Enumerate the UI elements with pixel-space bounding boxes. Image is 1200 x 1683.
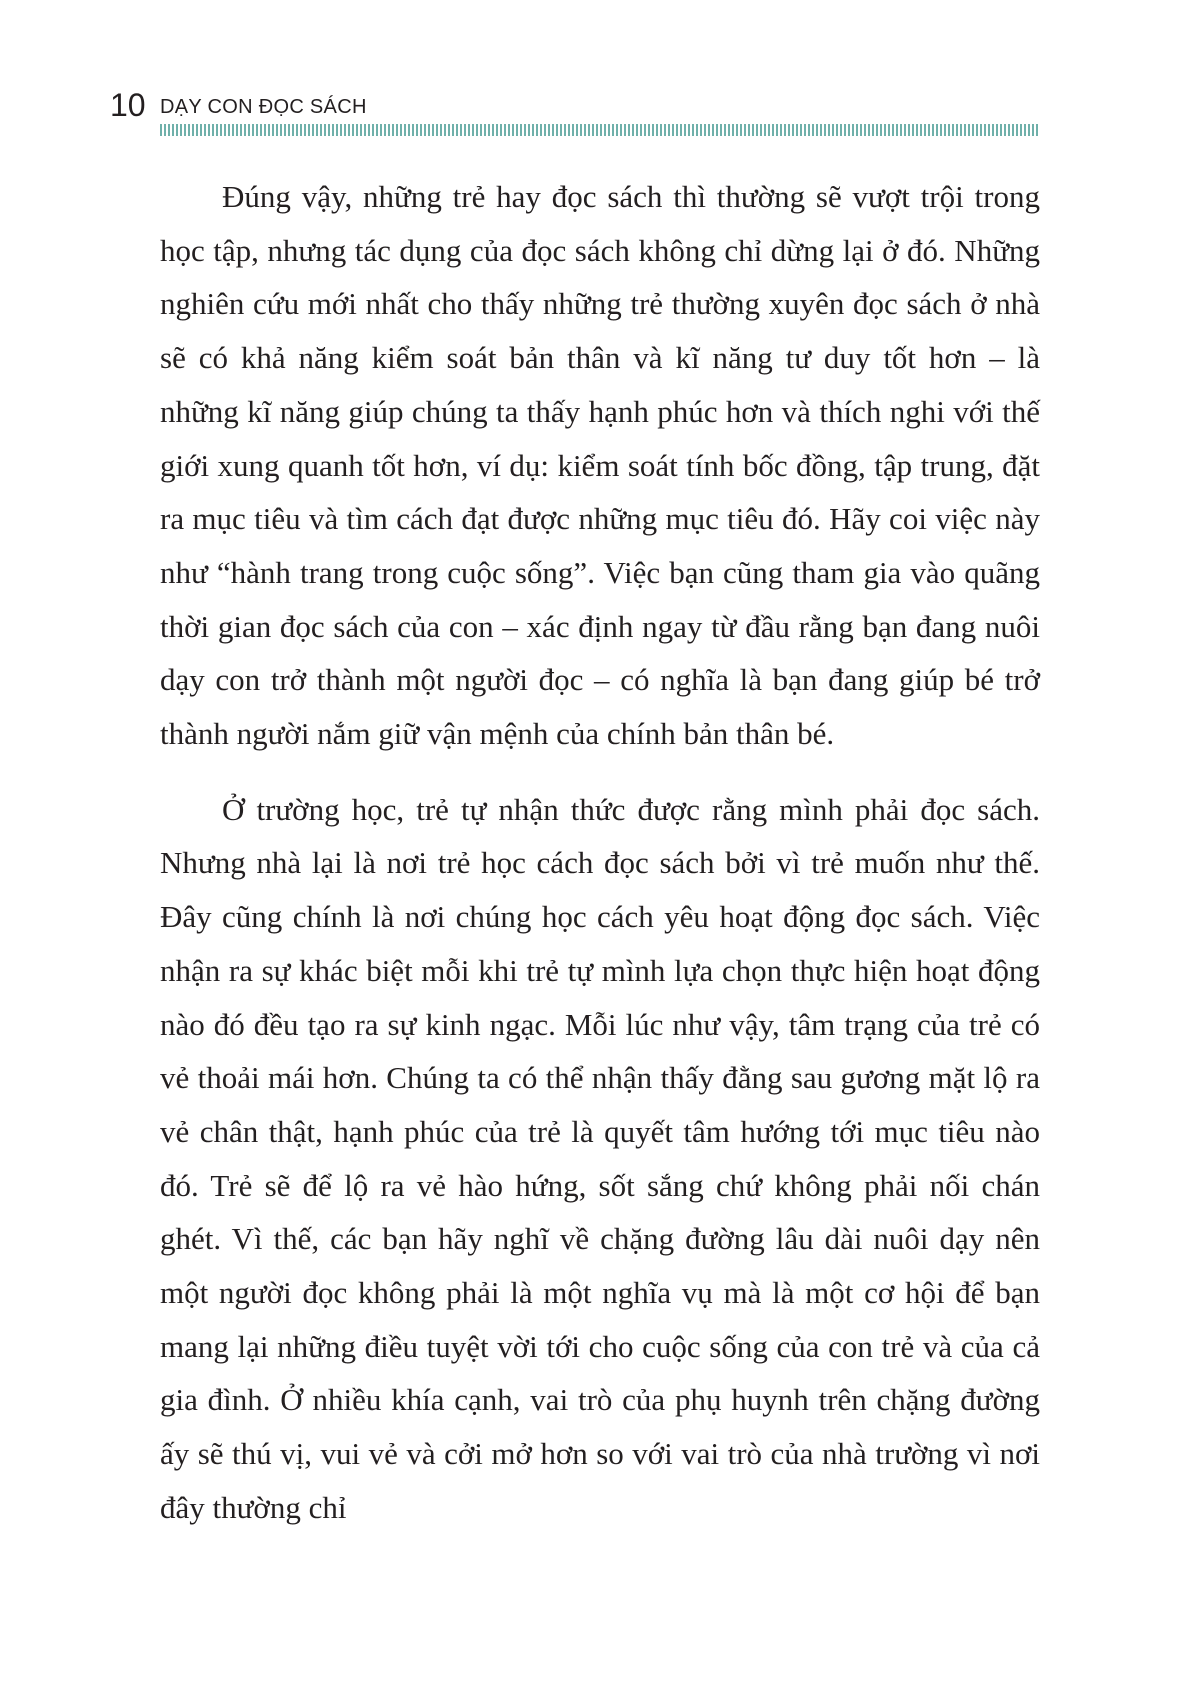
paragraph: Đúng vậy, những trẻ hay đọc sách thì thường sẽ vượt trội trong học tập, nhưng tác dụng của đọc sách không chỉ dừng lại ở đó. Những nghiên cứu mới nhất cho thấy những trẻ thường xuyên đọc sách ở nhà sẽ có khả năng kiểm soát bản thân và kĩ năng tư duy tốt hơn – là những kĩ năng giúp chúng ta thấy hạnh phúc hơn và thích nghi với thế giới xung quanh tốt hơn, ví dụ: kiểm soát tính bốc đồng, tập trung, đặt ra mục tiêu và tìm cách đạt được những mục tiêu đó. Hãy coi việc này như “hành trang trong cuộc sống”. Việc bạn cũng tham gia vào quãng thời gian đọc sách của con – xác định ngay từ đầu rằng bạn đang nuôi dạy con trở thành một người đọc – có nghĩa là bạn đang giúp bé trở thành người nắm giữ vận mệnh của chính bản thân bé.	[160, 179, 1040, 752]
header-rule	[160, 124, 1040, 136]
paragraph: Ở trường học, trẻ tự nhận thức được rằng mình phải đọc sách. Nhưng nhà lại là nơi trẻ học cách đọc sách bởi vì trẻ muốn như thế. Đây cũng chính là nơi chúng học cách yêu hoạt động đọc sách. Việc nhận ra sự khác biệt mỗi khi trẻ tự mình lựa chọn thực hiện hoạt động nào đó đều tạo ra sự kinh ngạc. Mỗi lúc như vậy, tâm trạng của trẻ có vẻ thoải mái hơn. Chúng ta có thể nhận thấy đằng sau gương mặt lộ ra vẻ chân thật, hạnh phúc của trẻ là quyết tâm hướng tới mục tiêu nào đó. Trẻ sẽ để lộ ra vẻ hào hứng, sốt sắng chứ không phải nối chán ghét. Vì thế, các bạn hãy nghĩ về chặng đường lâu dài nuôi dạy nên một người đọc không phải là một nghĩa vụ mà là một cơ hội để bạn mang lại những điều tuyệt vời tới cho cuộc sống của con trẻ và của cả gia đình. Ở nhiều khía cạnh, vai trò của phụ huynh trên chặng đường ấy sẽ thú vị, vui vẻ và cởi mở hơn so với vai trò của nhà trường vì nơi đây thường chỉ	[160, 791, 1040, 1525]
page-number: 10	[110, 87, 146, 123]
page-header	[110, 88, 1045, 138]
body-text	[160, 170, 1040, 1535]
running-title: DẠY CON ĐỌC SÁCH	[160, 96, 367, 118]
